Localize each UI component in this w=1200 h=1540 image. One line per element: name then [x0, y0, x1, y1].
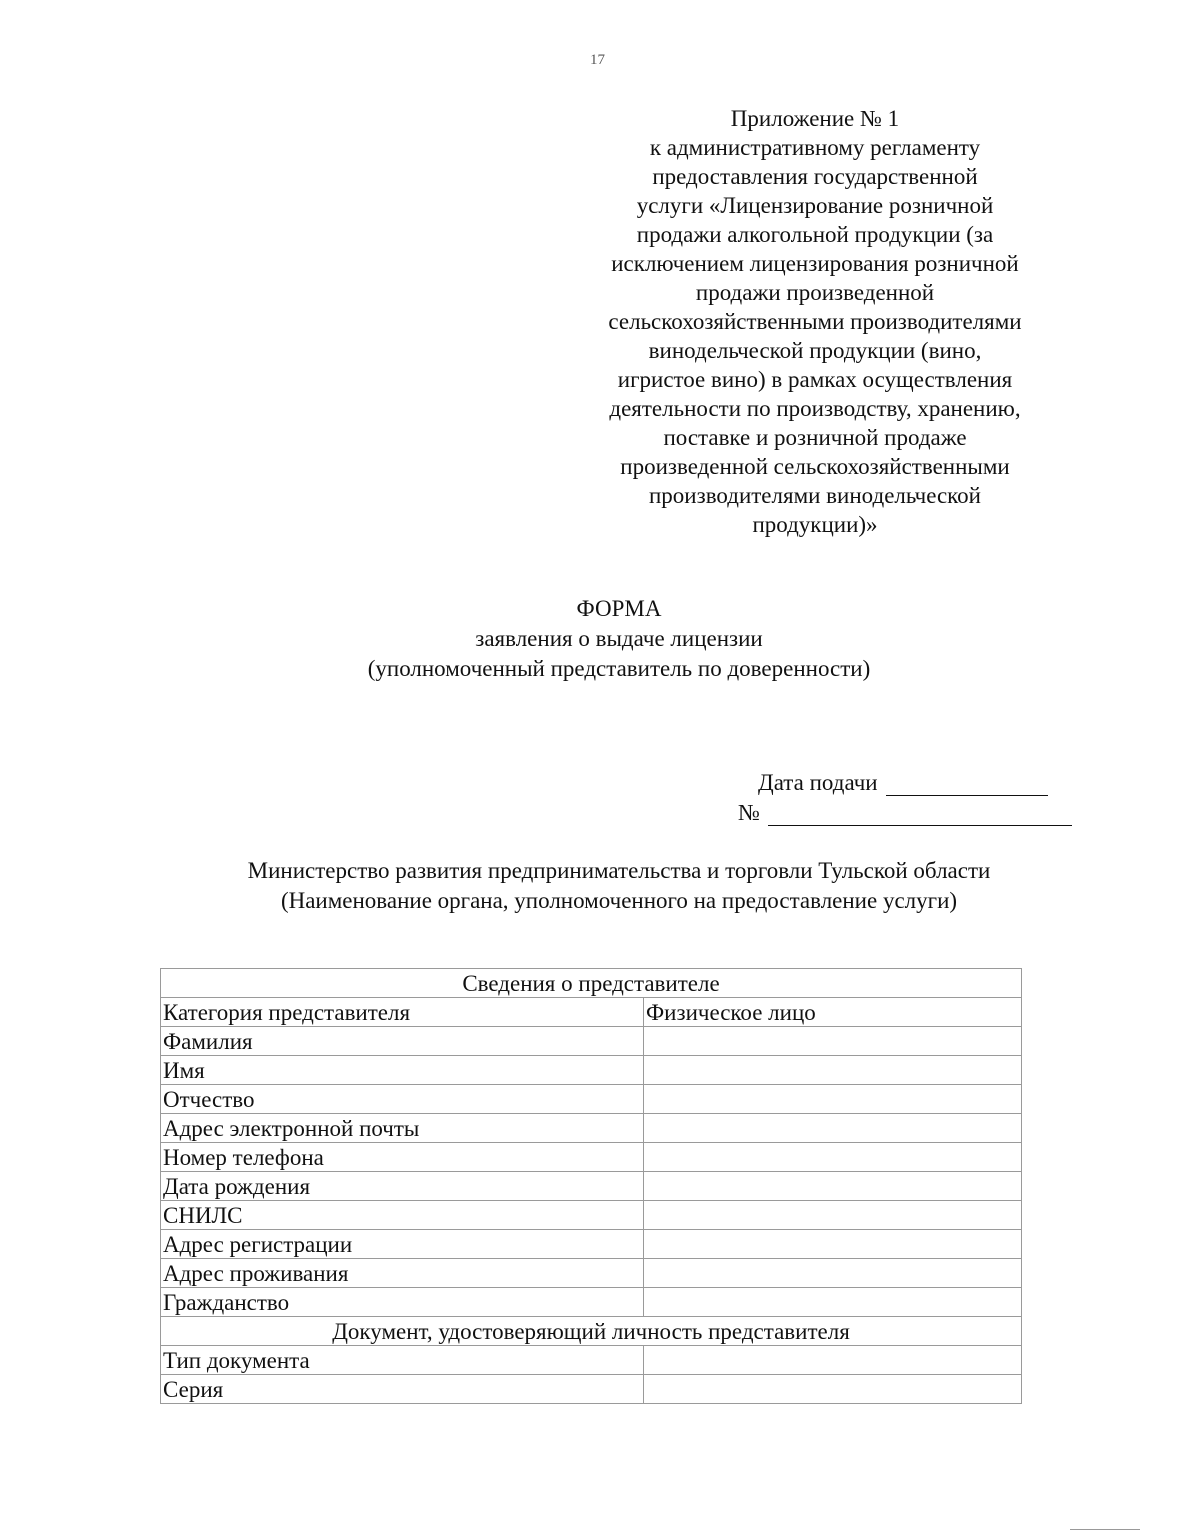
row-value[interactable]	[644, 1259, 1022, 1288]
table-row	[161, 998, 1022, 1027]
row-label: Серия	[161, 1375, 644, 1404]
table-row	[161, 1346, 1022, 1375]
row-value[interactable]	[644, 1288, 1022, 1317]
form-subtitle-representative: (уполномоченный представитель по доверенности)	[367, 656, 871, 681]
row-value[interactable]	[644, 1056, 1022, 1085]
row-value[interactable]: Физическое лицо	[644, 998, 1022, 1027]
row-label: Тип документа	[161, 1346, 644, 1375]
row-value[interactable]	[644, 1230, 1022, 1259]
submission-date-field[interactable]	[886, 773, 1048, 796]
table-row	[161, 1288, 1022, 1317]
form-title: ФОРМА	[576, 596, 662, 621]
section-representative-title: Сведения о представителе	[161, 969, 1022, 998]
row-label: Фамилия	[161, 1027, 644, 1056]
submission-number-label: №	[738, 800, 760, 825]
appendix-line: услуги «Лицензирование розничной	[636, 193, 994, 218]
table-row	[161, 1375, 1022, 1404]
submission-number-field[interactable]	[768, 803, 1072, 826]
table-row	[161, 1201, 1022, 1230]
page-number: 17	[590, 52, 605, 68]
appendix-line: продажи произведенной	[695, 280, 935, 305]
table-row	[161, 1085, 1022, 1114]
row-label: Имя	[161, 1056, 644, 1085]
authority-block	[150, 856, 1088, 916]
authority-caption: (Наименование органа, уполномоченного на предоставление услуги)	[280, 888, 958, 913]
appendix-line: продажи алкогольной продукции (за	[636, 222, 994, 247]
table-row	[161, 1027, 1022, 1056]
row-label: СНИЛС	[161, 1201, 644, 1230]
appendix-line: произведенной сельскохозяйственными	[620, 454, 1010, 479]
section-identity-document-title: Документ, удостоверяющий личность представителя	[161, 1317, 1022, 1346]
row-value[interactable]	[644, 1143, 1022, 1172]
row-label: Адрес электронной почты	[161, 1114, 644, 1143]
row-label: Категория представителя	[161, 998, 644, 1027]
appendix-line: игристое вино) в рамках осуществления	[617, 367, 1013, 392]
appendix-line: предоставления государственной	[652, 164, 978, 189]
row-value[interactable]	[644, 1027, 1022, 1056]
scan-edge-mark	[1070, 1529, 1140, 1530]
row-value[interactable]	[644, 1172, 1022, 1201]
submission-date-label: Дата подачи	[758, 770, 878, 795]
table-row	[161, 1143, 1022, 1172]
appendix-line: исключением лицензирования розничной	[611, 251, 1019, 276]
submission-number-line	[738, 800, 1072, 826]
row-label: Адрес регистрации	[161, 1230, 644, 1259]
row-label: Адрес проживания	[161, 1259, 644, 1288]
row-value[interactable]	[644, 1114, 1022, 1143]
authority-name: Министерство развития предпринимательства и торговли Тульской области	[247, 858, 991, 883]
appendix-line: винодельческой продукции (вино,	[648, 338, 982, 363]
table-row	[161, 1230, 1022, 1259]
appendix-line: производителями винодельческой	[649, 483, 981, 508]
appendix-header	[560, 104, 1070, 539]
form-heading	[200, 594, 1038, 684]
table-row	[161, 1056, 1022, 1085]
row-label: Дата рождения	[161, 1172, 644, 1201]
row-value[interactable]	[644, 1375, 1022, 1404]
representative-table	[160, 968, 1022, 1404]
table-row	[161, 1114, 1022, 1143]
appendix-line: сельскохозяйственными производителями	[608, 309, 1022, 334]
row-label: Гражданство	[161, 1288, 644, 1317]
appendix-line: поставке и розничной продаже	[663, 425, 967, 450]
appendix-line: к административному регламенту	[649, 135, 981, 160]
form-subtitle: заявления о выдаче лицензии	[475, 626, 763, 651]
appendix-line: деятельности по производству, хранению,	[609, 396, 1021, 421]
row-label: Отчество	[161, 1085, 644, 1114]
submission-date-line	[758, 770, 1048, 796]
table-row	[161, 1259, 1022, 1288]
row-value[interactable]	[644, 1201, 1022, 1230]
appendix-line: Приложение № 1	[730, 106, 900, 131]
section-header-row	[161, 1317, 1022, 1346]
row-value[interactable]	[644, 1346, 1022, 1375]
appendix-line: продукции)»	[752, 512, 878, 537]
row-value[interactable]	[644, 1085, 1022, 1114]
table-row	[161, 1172, 1022, 1201]
row-label: Номер телефона	[161, 1143, 644, 1172]
section-header-row	[161, 969, 1022, 998]
